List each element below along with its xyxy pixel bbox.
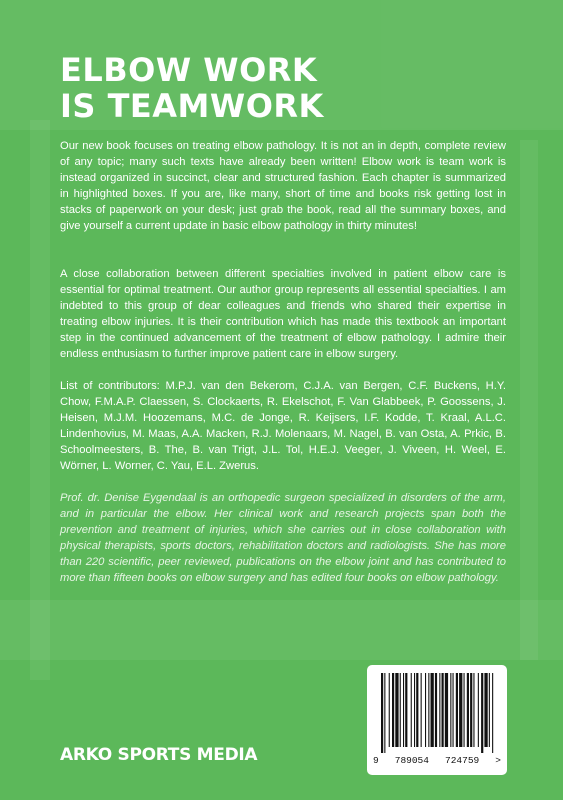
- barcode-bar: [489, 673, 490, 747]
- barcode-bar: [425, 673, 426, 747]
- barcode-bar: [450, 673, 451, 747]
- barcode-bar: [445, 673, 448, 747]
- author-bio: Prof. dr. Denise Eygendaal is an orthopedic surgeon specialized in disorders of the arm, and in particular the elbow. Her clinical work and research projects span both the prevention and treatment of injuries, which she carries out in close collaboration with physical therapists, sports doctors, rehabilitation doctors and radiologists. She has more than 220 scientific, peer reviewed, publications on the elbow joint and has contributed to more than fifteen books on elbow surgery and has edited four books on elbow pathology.: [60, 492, 506, 584]
- isbn-number: [373, 755, 501, 766]
- barcode-bar: [403, 673, 404, 747]
- barcode-bar: [473, 673, 474, 747]
- barcode-bar: [492, 673, 493, 753]
- barcode-bar: [400, 673, 401, 747]
- barcode-bar: [459, 673, 462, 747]
- barcode-bar: [470, 673, 472, 747]
- barcode-bar: [428, 673, 429, 747]
- description-paragraph-1: Our new book focuses on treating elbow pathology. It is not an in depth, complete review of any topic; many such texts have already been written! Elbow work is team work is instead organized in succinct, clear and structured fashion. Each chapter is summarized in highlighted boxes. If you are, like many, short of time and books risk getting lost in stacks of paperwork on your desk; just grab the book, read all the summary boxes, and give yourself a current update in basic elbow pathology in thirty minutes!: [60, 140, 506, 232]
- barcode-bar: [478, 673, 479, 747]
- isbn-digits-right: 724759: [445, 755, 480, 766]
- contributors-list: List of contributors: M.P.J. van den Bekerom, C.J.A. van Bergen, C.F. Buckens, H.Y. Chow, F.M.A.P. Claessen, S. Clockaerts, R. Ekelschot, F. Van Glabbeek, P. Goossens, J. Heisen, M.J.M. Hoozemans, M.C. de Jonge, R. Keijsers, I.F. Kodde, T. Kraal, A.L.C. Lindenhovius, M. Maas, A.A. Macken, R.J. Molenaars, M. Nagel, B. van Osta, A. Prkic, B. Schoolmeesters, B. The, B. van Trigt, J.L. Tol, H.E.J. Veeger, J. Viveen, H. Weel, E. Wörner, L. Worner, C. Yau, E.L. Zwerus.: [60, 380, 506, 472]
- barcode-bar: [442, 673, 444, 747]
- barcode-bar: [456, 673, 458, 747]
- barcode-bar: [439, 673, 440, 747]
- barcode-bar: [395, 673, 398, 747]
- barcode-bar: [421, 673, 422, 747]
- barcode-bar: [405, 673, 407, 747]
- barcode-bar: [416, 673, 418, 747]
- title-line-2: IS TEAMWORK: [60, 87, 324, 125]
- barcode-bar: [453, 673, 454, 747]
- barcode-bar: [467, 673, 469, 747]
- barcode-bar: [414, 673, 415, 747]
- barcode-bar: [481, 673, 483, 753]
- barcode-bars: [377, 673, 497, 753]
- title-line-1: ELBOW WORK: [60, 51, 318, 89]
- book-title: [60, 52, 324, 124]
- barcode-bar: [464, 673, 465, 747]
- publisher-logo: ARKO SPORTS MEDIA: [60, 745, 258, 765]
- barcode-bar: [435, 673, 437, 747]
- isbn-barcode: [367, 665, 507, 775]
- barcode-bar: [384, 673, 385, 753]
- barcode-bar: [484, 673, 487, 747]
- isbn-arrow: >: [495, 755, 501, 766]
- barcode-bar: [431, 673, 434, 747]
- barcode-bar: [389, 673, 390, 747]
- isbn-digits-left: 789054: [394, 755, 429, 766]
- barcode-bar: [392, 673, 394, 747]
- description-paragraph-2: A close collaboration between different specialties involved in patient elbow care is essential for optimal treatment. Our author group represents all essential specialties. I am indebted to this group of dear colleagues and friends who shared their expertise in treating elbow injuries. It is their contribution which has made this textbook an important step in the continued advancement of the treatment of elbow pathology. I admire their endless enthusiasm to further improve patient care in elbow surgery.: [60, 268, 506, 360]
- barcode-bar: [411, 673, 412, 747]
- isbn-first-digit: 9: [373, 755, 379, 766]
- barcode-bar: [381, 673, 383, 753]
